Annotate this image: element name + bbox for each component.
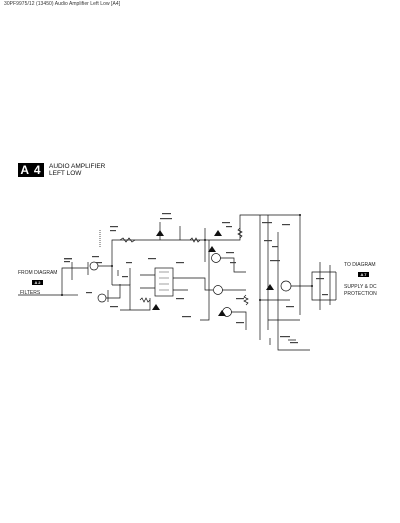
to-diagram-label: TO DIAGRAM [344, 262, 376, 268]
filters-label: FILTERS [20, 290, 41, 296]
from-diagram-badge: A 2 [32, 280, 43, 285]
supply-marker-3 [152, 304, 160, 310]
input-transistor-2 [98, 294, 106, 302]
from-diagram-label: FROM DIAGRAM [18, 270, 58, 276]
section-badge: A 4 [18, 163, 44, 177]
positive-rail [160, 215, 300, 240]
section-title-line-2: LEFT LOW [49, 170, 82, 177]
to-diagram-badge: A 7 [358, 272, 369, 277]
section-title-line-1: AUDIO AMPLIFIER [49, 163, 106, 170]
supply-protection-line-1: SUPPLY & DC [344, 284, 377, 290]
supply-protection-line-2: PROTECTION [344, 291, 377, 297]
supply-marker-1 [156, 230, 164, 236]
driver-transistor-2 [214, 286, 223, 295]
driver-transistor-1 [212, 254, 221, 263]
document-header: 30PF9975/12 (13450) Audio Amplifier Left Low [A4] [4, 1, 121, 7]
output-transistor [281, 281, 291, 291]
supply-marker-2 [214, 230, 222, 236]
supply-marker-4 [218, 310, 226, 316]
output-wire [291, 272, 336, 286]
